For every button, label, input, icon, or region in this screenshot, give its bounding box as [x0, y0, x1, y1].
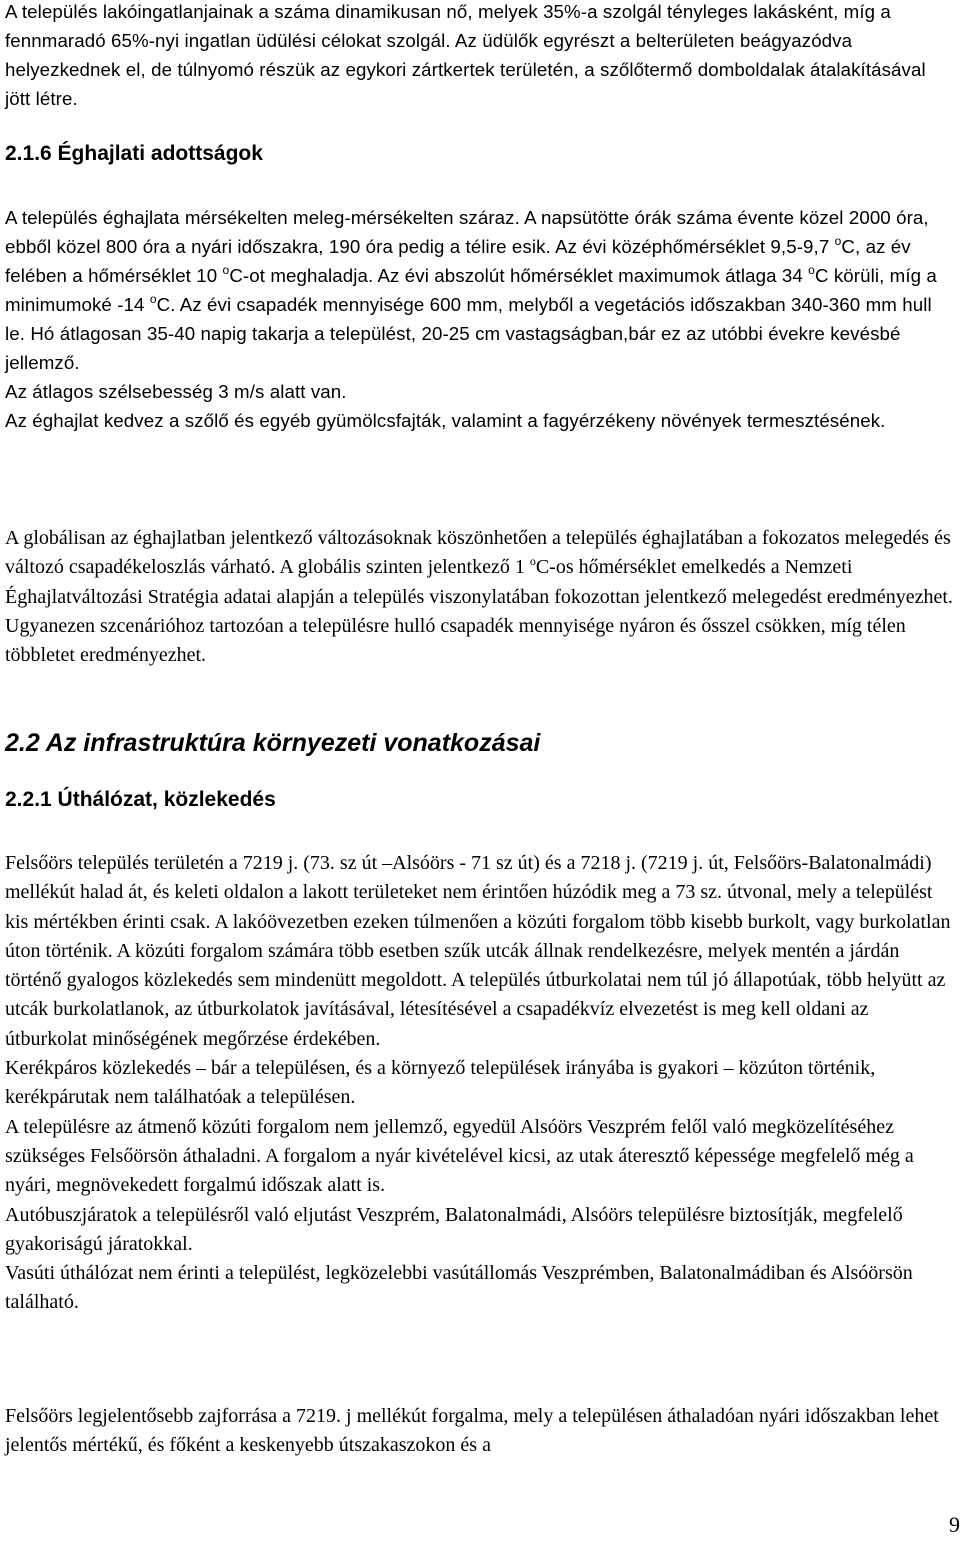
cycling-paragraph: Kerékpáros közlekedés – bár a településen, és a környező települések irányába is gyakori – közúton történik, kerékpárutak nem találhatóak a településen. — [5, 1057, 876, 1109]
crops-paragraph: Az éghajlat kedvez a szőlő és egyéb gyümölcsfajták, valamint a fagyérzékeny növények termesztésének. — [5, 410, 886, 431]
page-number: 9 — [949, 1512, 960, 1537]
roads-paragraph-1: Felsőörs település területén a 7219 j. (73. sz út –Alsóörs - 71 sz út) és a 7218 j. (7219 j. út, Felsőörs-Balatonalmádi) mellékút halad át, és keleti oldalon a lakott területeket nem érintően húzódik meg a 73 sz. útvonal, mely a települést kis mértékben érinti csak. A lakóövezetben ezeken túlmenően a közúti forgalom több kisebb burkolt, vagy burkolatlan úton történik. A közúti forgalom számára több esetben szűk utcák állnak rendelkezésre, melyek mentén a járdán történő gyalogos közlekedés sem mindenütt megoldott. A település útburkolatai nem túl jó állapotúak, több helyütt az utcák burkolatlanok, az útburkolatok javításával, létesítésével a csapadékvíz elvezetést is meg kell oldani az útburkolat minőségének megőrzése érdekében. — [5, 852, 951, 1050]
climate-paragraph: A település éghajlata mérsékelten meleg-mérsékelten száraz. A napsütötte órák száma évente közel 2000 óra, ebből közel 800 óra a nyári időszakra, 190 óra pedig a télire esik. Az évi középhőmérséklet 9,5-9,7 $^o$C, az év felében a hőmérséklet 10 $^o$C-ot meghaladja. Az évi abszolút hőmérséklet maximumok átlaga 34 $^o$C körüli, míg a minimumoké -14 $^o$C. Az évi csapadék mennyisége 600 mm, melyből a vegetációs időszakban 340-360 mm hull le. Hó átlagosan 35-40 napig takarja a települést, 20-25 cm vastagságban,bár ez az utóbbi évekre kevésbé jellemző. — [5, 207, 937, 373]
climate-heading: 2.1.6 Éghajlati adottságok — [5, 142, 263, 165]
climate-section — [5, 203, 955, 435]
climate-change-paragraph: A globálisan az éghajlatban jelentkező változásoknak köszönhetően a település éghajlatában a fokozatos melegedés és változó csapadékeloszlás várható. A globális szinten jelentkező 1 $^o$C-os hőmérséklet emelkedés a Nemzeti Éghajlatváltozási Stratégia adatai alapján a település viszonylatában fokozottan jelentkező melegedést eredményezhet. Ugyanezen szcenárióhoz tartozóan a településre hulló csapadék mennyisége nyáron és ősszel csökken, míg télen többletet eredményezhet. — [5, 527, 953, 667]
through-traffic-paragraph: A településre az átmenő közúti forgalom nem jellemző, egyedül Alsóörs Veszprém felől való megközelítéséhez szükséges Felsőörsön áthaladni. A forgalom a nyár kivételével kicsi, az utak áteresztő képessége megfelelő még a nyári, megnövekedett forgalmú időszak alatt is. — [5, 1115, 914, 1197]
rail-paragraph: Vasúti úthálózat nem érinti a települést, legközelebbi vasútállomás Veszprémben, Balatonalmádiban és Alsóörsön található. — [5, 1262, 913, 1314]
noise-paragraph: Felsőörs legjelentősebb zajforrása a 7219. j mellékút forgalma, mely a településen áthaladóan nyári időszakban lehet jelentős mértékű, és főként a keskenyebb útszakaszokon és a — [5, 1405, 939, 1457]
infrastructure-heading: 2.2 Az infrastruktúra környezeti vonatkozásai — [5, 729, 541, 757]
roads-heading: 2.2.1 Úthálózat, közlekedés — [5, 788, 276, 811]
roads-section — [5, 849, 955, 1318]
intro-paragraph: A település lakóingatlanjainak a száma dinamikusan nő, melyek 35%-a szolgál tényleges lakásként, míg a fennmaradó 65%-nyi ingatlan üdülési célokat szolgál. Az üdülők egyrészt a belterületen beágyazódva helyezkednek el, de túlnyomó részük az egykori zártkertek területén, a szőlőtermő domboldalak átalakításával jött létre. — [5, 1, 926, 109]
wind-paragraph: Az átlagos szélsebesség 3 m/s alatt van. — [5, 381, 347, 402]
bus-paragraph: Autóbuszjáratok a településről való eljutást Veszprém, Balatonalmádi, Alsóörs településre biztosítják, megfelelő gyakoriságú járatokkal. — [5, 1203, 903, 1255]
